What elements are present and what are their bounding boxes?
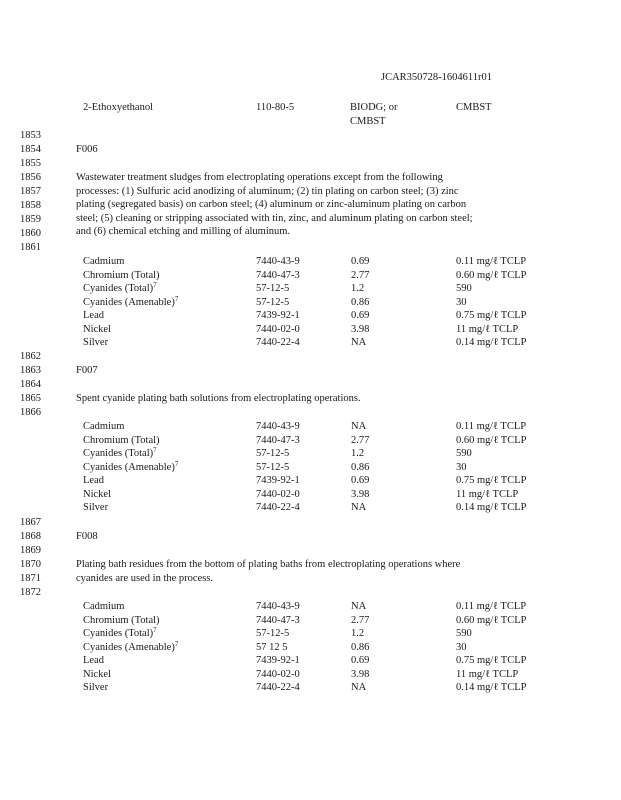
nonwastewater-standard: 11 mg/ℓ TCLP bbox=[456, 323, 519, 335]
nonwastewater-standard: 0.11 mg/ℓ TCLP bbox=[456, 601, 527, 612]
constituent-name: Cyanides (Amenable)$^7$ bbox=[83, 294, 179, 308]
technology-standard: BIODG; or CMBST bbox=[350, 102, 398, 127]
nonwastewater-standard: 590 bbox=[456, 448, 472, 459]
nonwastewater-standard: 0.14 mg/ℓ TCLP bbox=[456, 502, 527, 513]
nonwastewater-standard: 0.60 mg/ℓ TCLP bbox=[456, 614, 527, 626]
constituent-name: Chromium (Total) bbox=[83, 434, 160, 446]
waste-code-f006: F006 bbox=[76, 144, 98, 155]
table-row bbox=[83, 641, 556, 655]
line-number: 1870 bbox=[20, 559, 41, 570]
nonwastewater-standard: 590 bbox=[456, 283, 472, 294]
table-row bbox=[83, 323, 556, 337]
cas-number: 7440-43-9 bbox=[256, 256, 300, 267]
nonwastewater-standard: 0.75 mg/ℓ TCLP bbox=[456, 310, 527, 321]
table-row bbox=[83, 255, 556, 269]
wastewater-concentration: NA bbox=[351, 502, 367, 513]
wastewater-concentration: 0.86 bbox=[351, 461, 370, 473]
cas-number: 7440-02-0 bbox=[256, 488, 300, 500]
nonwastewater-standard: 0.60 mg/ℓ TCLP bbox=[456, 434, 527, 446]
footnote-marker: 7 bbox=[153, 446, 157, 454]
wastewater-concentration: 2.77 bbox=[351, 434, 370, 446]
line-number: 1863 bbox=[20, 365, 41, 376]
table-row bbox=[83, 654, 556, 668]
constituent-name: Cadmium bbox=[83, 421, 125, 432]
table-row bbox=[83, 501, 556, 515]
line-number: 1855 bbox=[20, 158, 41, 169]
waste-description bbox=[76, 171, 546, 239]
constituent-name: Cyanides (Total)$^7$ bbox=[83, 281, 157, 294]
table-row bbox=[83, 447, 556, 461]
nonwastewater-standard: 30 bbox=[456, 296, 467, 308]
constituent-name: Cyanides (Amenable)$^7$ bbox=[83, 639, 179, 653]
constituent-name: Cadmium bbox=[83, 256, 125, 267]
line-number: 1857 bbox=[20, 186, 41, 197]
line-number: 1865 bbox=[20, 393, 41, 404]
line-number: 1869 bbox=[20, 545, 41, 556]
nonwastewater-standard: 0.14 mg/ℓ TCLP bbox=[456, 682, 527, 693]
waste-code-f007: F007 bbox=[76, 365, 98, 376]
table-row bbox=[83, 627, 556, 641]
footnote-marker: 7 bbox=[153, 626, 157, 634]
line-number: 1861 bbox=[20, 242, 41, 253]
line-number: 1872 bbox=[20, 587, 41, 598]
table-row bbox=[83, 296, 556, 310]
wastewater-concentration: NA bbox=[351, 337, 367, 348]
waste-code-f008: F008 bbox=[76, 531, 98, 542]
wastewater-concentration: NA bbox=[351, 421, 367, 432]
wastewater-concentration: 0.86 bbox=[351, 641, 370, 653]
cas-number: 57-12-5 bbox=[256, 628, 290, 639]
cas-number: 7440-43-9 bbox=[256, 601, 300, 612]
constituent-name: Cyanides (Amenable)$^7$ bbox=[83, 459, 179, 473]
constituent-table-f006 bbox=[83, 255, 556, 350]
cas-number: 57-12-5 bbox=[256, 283, 290, 294]
footnote-marker: 7 bbox=[174, 459, 179, 468]
nonwastewater-standard: 0.75 mg/ℓ TCLP bbox=[456, 655, 527, 666]
cas-number: 7440-02-0 bbox=[256, 323, 300, 335]
description-line: Wastewater treatment sludges from electroplating operations except from the following bbox=[76, 172, 443, 183]
table-row bbox=[83, 668, 556, 682]
wastewater-concentration: 1.2 bbox=[351, 283, 365, 294]
cas-number: 7439-92-1 bbox=[256, 655, 300, 666]
constituent-name: Nickel bbox=[83, 323, 111, 335]
description-line: cyanides are used in the process. bbox=[76, 572, 214, 584]
table-row bbox=[83, 282, 556, 296]
line-number: 1862 bbox=[20, 351, 41, 362]
table-row bbox=[83, 488, 556, 502]
cas-number: 57 12 5 bbox=[256, 641, 288, 653]
wastewater-concentration: NA bbox=[351, 682, 367, 693]
wastewater-concentration: 3.98 bbox=[351, 323, 370, 335]
wastewater-concentration: 3.98 bbox=[351, 488, 370, 500]
waste-description bbox=[76, 558, 546, 585]
line-number: 1856 bbox=[20, 172, 41, 183]
wastewater-concentration: 1.2 bbox=[351, 628, 365, 639]
wastewater-concentration: 0.69 bbox=[351, 256, 370, 267]
constituent-name: Silver bbox=[83, 337, 109, 348]
line-number: 1859 bbox=[20, 214, 41, 225]
description-line: Plating bath residues from the bottom of plating baths from electroplating operations where bbox=[76, 559, 461, 570]
cas-number: 7440-22-4 bbox=[256, 682, 300, 693]
line-number: 1860 bbox=[20, 228, 41, 239]
wastewater-concentration: 2.77 bbox=[351, 269, 370, 281]
nonwastewater-standard: 0.60 mg/ℓ TCLP bbox=[456, 269, 527, 281]
table-row bbox=[83, 309, 556, 323]
cas-number: 7440-22-4 bbox=[256, 502, 300, 513]
constituent-name: Chromium (Total) bbox=[83, 269, 160, 281]
cas-number: 57-12-5 bbox=[256, 296, 290, 308]
table-row bbox=[83, 614, 556, 628]
table-row bbox=[83, 434, 556, 448]
cas-number: 7440-02-0 bbox=[256, 668, 300, 680]
cas-number: 7440-22-4 bbox=[256, 337, 300, 348]
constituent-name: Cadmium bbox=[83, 601, 125, 612]
table-row bbox=[83, 461, 556, 475]
waste-description bbox=[76, 392, 546, 406]
nonwastewater-standard: 0.11 mg/ℓ TCLP bbox=[456, 421, 527, 432]
wastewater-concentration: 2.77 bbox=[351, 614, 370, 626]
cas-number: 57-12-5 bbox=[256, 461, 290, 473]
constituent-table-f008 bbox=[83, 600, 556, 695]
table-row bbox=[83, 420, 556, 434]
constituent-name: Lead bbox=[83, 655, 104, 666]
nonwastewater-standard: 590 bbox=[456, 628, 472, 639]
constituent-name: Silver bbox=[83, 502, 109, 513]
wastewater-concentration: 1.2 bbox=[351, 448, 365, 459]
constituent-name: Nickel bbox=[83, 488, 111, 500]
footnote-marker: 7 bbox=[174, 294, 179, 303]
wastewater-concentration: 3.98 bbox=[351, 668, 370, 680]
cas-number: 7440-43-9 bbox=[256, 421, 300, 432]
constituent-name: Chromium (Total) bbox=[83, 614, 160, 626]
cas-number: 7440-47-3 bbox=[256, 269, 300, 281]
table-row bbox=[83, 474, 556, 488]
wastewater-concentration: 0.69 bbox=[351, 310, 370, 321]
description-line: plating (segregated basis) on carbon steel; (4) aluminum or zinc-aluminum plating on carbon bbox=[76, 199, 467, 210]
constituent-table-f007 bbox=[83, 420, 556, 515]
description-line: steel; (5) cleaning or stripping associated with tin, zinc, and aluminum plating on carbon steel; bbox=[76, 212, 473, 224]
constituent-name: Nickel bbox=[83, 668, 111, 680]
constituent-name: Cyanides (Total)$^7$ bbox=[83, 446, 157, 459]
cas-number: 7440-47-3 bbox=[256, 614, 300, 626]
line-number: 1866 bbox=[20, 407, 41, 418]
description-line: Spent cyanide plating bath solutions from electroplating operations. bbox=[76, 393, 361, 404]
table-row bbox=[83, 336, 556, 350]
cas-number: 110-80-5 bbox=[256, 102, 295, 113]
wastewater-concentration: 0.69 bbox=[351, 655, 370, 666]
alternate-standard: CMBST bbox=[456, 102, 492, 113]
line-number: 1871 bbox=[20, 573, 41, 584]
cas-number: 7439-92-1 bbox=[256, 310, 300, 321]
cas-number: 7439-92-1 bbox=[256, 475, 300, 486]
constituent-name: Lead bbox=[83, 475, 104, 486]
nonwastewater-standard: 0.11 mg/ℓ TCLP bbox=[456, 256, 527, 267]
nonwastewater-standard: 0.14 mg/ℓ TCLP bbox=[456, 337, 527, 348]
wastewater-concentration: 0.86 bbox=[351, 296, 370, 308]
line-number: 1854 bbox=[20, 144, 41, 155]
line-number: 1853 bbox=[20, 130, 41, 141]
nonwastewater-standard: 30 bbox=[456, 641, 467, 653]
table-row bbox=[83, 600, 556, 614]
nonwastewater-standard: 0.75 mg/ℓ TCLP bbox=[456, 475, 527, 486]
constituent-name: Lead bbox=[83, 310, 104, 321]
description-line: processes: (1) Sulfuric acid anodizing of aluminum; (2) tin plating on carbon steel; (3) zinc bbox=[76, 185, 459, 197]
wastewater-concentration: NA bbox=[351, 601, 367, 612]
table-row bbox=[83, 681, 556, 695]
wastewater-concentration: 0.69 bbox=[351, 475, 370, 486]
footnote-marker: 7 bbox=[153, 281, 157, 289]
constituent-name: Cyanides (Total)$^7$ bbox=[83, 626, 157, 639]
line-number: 1864 bbox=[20, 379, 41, 390]
line-number: 1868 bbox=[20, 531, 41, 542]
line-number: 1858 bbox=[20, 200, 41, 211]
nonwastewater-standard: 11 mg/ℓ TCLP bbox=[456, 668, 519, 680]
cas-number: 57-12-5 bbox=[256, 448, 290, 459]
nonwastewater-standard: 11 mg/ℓ TCLP bbox=[456, 488, 519, 500]
constituent-name: 2-Ethoxyethanol bbox=[83, 102, 153, 113]
document-id: JCAR350728-1604611r01 bbox=[381, 72, 493, 83]
nonwastewater-standard: 30 bbox=[456, 461, 467, 473]
description-line: and (6) chemical etching and milling of aluminum. bbox=[76, 226, 291, 237]
cas-number: 7440-47-3 bbox=[256, 434, 300, 446]
constituent-name: Silver bbox=[83, 682, 109, 693]
line-number: 1867 bbox=[20, 517, 41, 528]
footnote-marker: 7 bbox=[174, 639, 179, 648]
table-row bbox=[83, 269, 556, 283]
